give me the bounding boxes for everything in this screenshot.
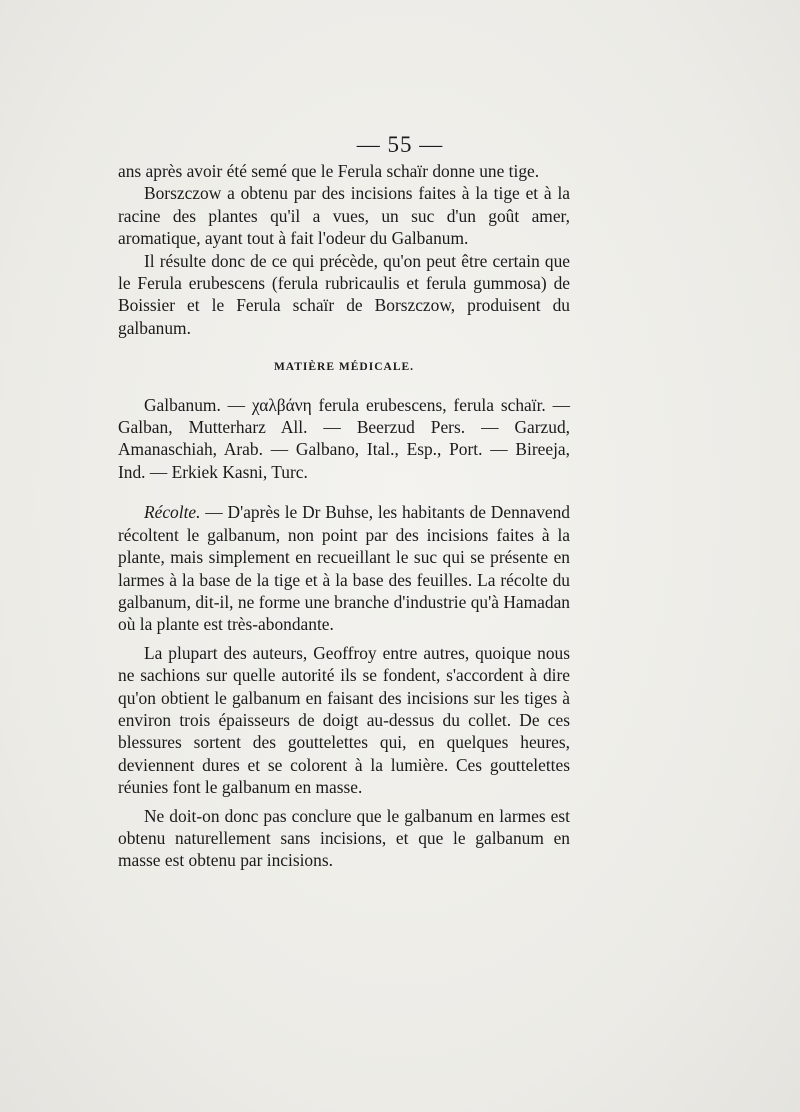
paragraph-ne-doit-on: Ne doit-on donc pas conclure que le galbanum en larmes est obtenu naturellement sans incisions, et que le galbanum en masse est obtenu par incisions.: [118, 805, 570, 871]
recolte-label: Récolte.: [144, 502, 201, 523]
recolte-text: — D'après le Dr Buhse, les habitants de Dennavend récoltent le galbanum, non point par des incisions faites à la plante, mais simplement en recueillant le suc qui se présente en larmes à la base de la tige et à la base des feuilles. La récolte du galbanum, dit-il, ne forme une branche d'industrie qu'à Hamadan où la plante est très-abondante.: [118, 502, 570, 635]
paragraph-auteurs: La plupart des auteurs, Geoffroy entre autres, quoique nous ne sachions sur quelle autorité ils se fondent, s'accordent à dire qu'on obtient le galbanum en faisant des incisions sur les tiges à environ trois épaisseurs de doigt au-dessus du collet. De ces blessures sortent des gouttelettes qui, en quelques heures, deviennent dures et se colorent à la lumière. Ces gouttelettes réunies font le galbanum en masse.: [118, 642, 570, 798]
paragraph-conclusion-galbanum: Il résulte donc de ce qui précède, qu'on peut être certain que le Ferula erubescens (ferula rubricaulis et ferula gummosa) de Boissier et le Ferula schaïr de Borszczow, produisent du galbanum.: [118, 250, 570, 338]
section-heading: MATIÈRE MÉDICALE.: [273, 361, 415, 374]
page-body: [118, 160, 570, 872]
paragraph-ferula-tige: ans après avoir été semé que le Ferula schaïr donne une tige.: [118, 161, 540, 181]
page-number: — 55 —: [356, 132, 444, 157]
paragraph-synonyms: Galbanum. — χαλβάνη ferula erubescens, ferula schaïr. — Galban, Mutterharz All. — Beerzud Pers. — Garzud, Amanaschiah, Arab. — Galbano, Ital., Esp., Port. — Bireeja, Ind. — Erkiek Kasni, Turc.: [118, 394, 570, 482]
paragraph-borszczow: Borszczow a obtenu par des incisions faites à la tige et à la racine des plantes qu'il a vues, un suc d'un goût amer, aromatique, ayant tout à fait l'odeur du Galbanum.: [118, 183, 570, 249]
paragraph-recolte: [118, 501, 570, 635]
